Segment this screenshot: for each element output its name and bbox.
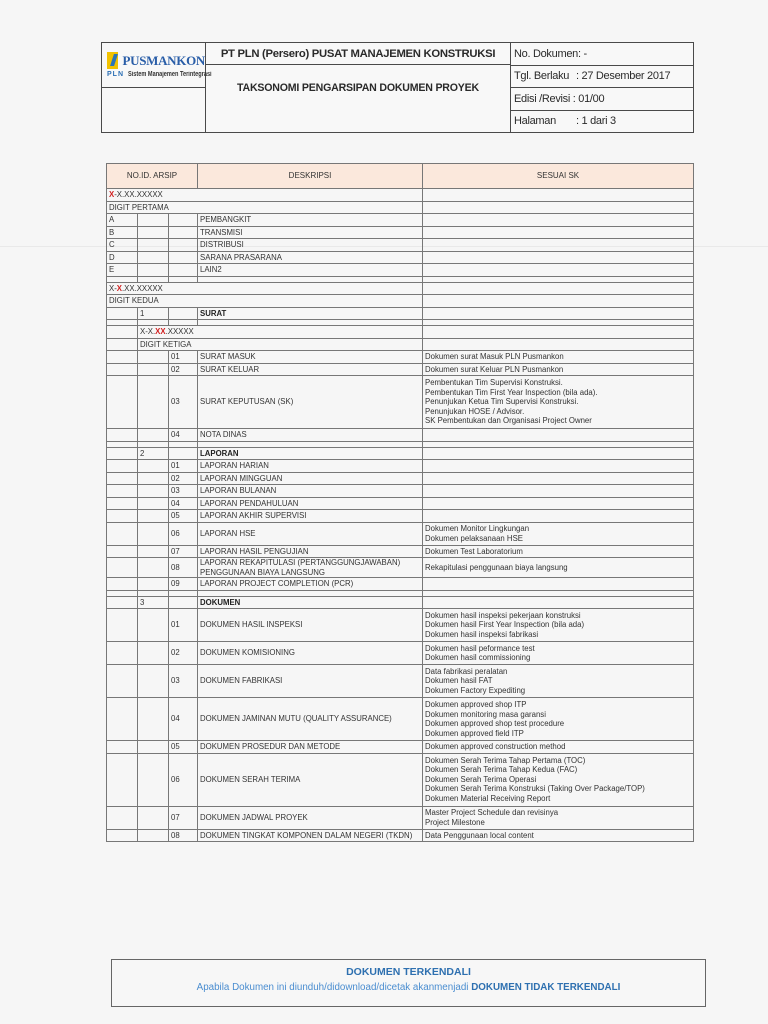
sk-line: Dokumen Serah Terima Tahap Kedua (FAC) [425,765,578,775]
sk-line: Dokumen hasil commissioning [425,653,531,662]
table-row [107,472,694,485]
code-digit-1 [107,307,138,320]
description-cell: SURAT MASUK [198,351,423,364]
code-digit-2 [138,642,169,665]
sk-line: Data Penggunaan local content [425,830,534,840]
sk-cell [423,282,694,295]
description-cell: DOKUMEN [198,596,423,609]
table-row [107,326,694,339]
description-cell: LAPORAN AKHIR SUPERVISI [198,510,423,523]
code-digit-2 [138,351,169,364]
code-digit-2 [138,753,169,806]
sk-line: Dokumen Monitor Lingkungan [425,524,530,533]
description-cell: DOKUMEN FABRIKASI [198,665,423,698]
table-row [107,226,694,239]
table-row [107,376,694,429]
logo-cell [102,43,212,132]
table-row [107,510,694,523]
description-cell: LAIN2 [198,264,423,277]
code-digit-3: 02 [169,363,198,376]
sk-cell [423,307,694,320]
sk-line: Pembentukan Tim First Year Inspection (bila ada). [425,387,598,397]
code-cell [107,189,423,202]
code-digit-1 [107,376,138,429]
table-row [107,497,694,510]
code-digit-1 [107,485,138,498]
sk-cell [423,741,694,754]
sk-line: Dokumen hasil FAT [425,676,493,686]
edisi-revisi: Edisi /Revisi : 01/00 [511,88,693,111]
sk-cell [423,472,694,485]
sk-line: Dokumen surat Masuk PLN Pusmankon [425,352,564,361]
code-digit-3 [169,239,198,252]
code-digit-3 [169,264,198,277]
table-row [107,485,694,498]
sk-cell [423,214,694,227]
halaman [511,111,693,133]
code-digit-1 [107,806,138,829]
code-digit-1 [107,363,138,376]
description-cell: LAPORAN BULANAN [198,485,423,498]
sk-line: Dokumen Serah Terima Tahap Pertama (TOC) [425,755,586,765]
sk-cell [423,326,694,339]
table-row [107,753,694,806]
document-header [101,42,694,133]
sk-line: Dokumen hasil inspeksi pekerjaan konstruksi [425,610,581,620]
sk-cell [423,363,694,376]
description-cell: TRANSMISI [198,226,423,239]
description-cell: SARANA PRASARANA [198,251,423,264]
description-cell: LAPORAN HASIL PENGUJIAN [198,545,423,558]
header-deskripsi: DESKRIPSI [198,164,423,189]
sk-cell [423,251,694,264]
code-digit-3: 06 [169,753,198,806]
code-digit-3 [169,596,198,609]
table-row [107,447,694,460]
table-row [107,460,694,473]
table-row [107,338,694,351]
sk-line: Master Project Schedule dan revisinya [425,808,559,817]
code-digit-2: 3 [138,596,169,609]
description-cell: LAPORAN MINGGUAN [198,472,423,485]
sk-line: Dokumen Factory Expediting [425,685,526,695]
sk-cell [423,642,694,665]
notice-note-bold: DOKUMEN TIDAK TERKENDALI [471,982,621,993]
code-digit-1 [107,510,138,523]
table-row [107,282,694,295]
code-digit-1 [107,609,138,642]
notice-note: Apabila Dokumen ini diunduh/didownload/dicetak akanmenjadi [196,982,469,993]
code-digit-2: 1 [138,307,169,320]
logo-slogan: Sistem Manajemen Terintegrasi [128,71,212,78]
code-digit-1 [107,447,138,460]
code-suffix: -X.XX.XXXXX [114,190,163,199]
code-digit-1: B [107,226,138,239]
code-digit-3: 08 [169,558,198,578]
table-row [107,214,694,227]
code-digit-2 [138,545,169,558]
table-row [107,189,694,202]
sk-cell [423,376,694,429]
table-row [107,698,694,741]
sk-cell [423,485,694,498]
code-highlight: X [116,283,122,293]
code-digit-3: 03 [169,485,198,498]
description-cell: SURAT KEPUTUSAN (SK) [198,376,423,429]
code-digit-3 [169,447,198,460]
tgl-berlaku-label: Tgl. Berlaku [514,70,570,83]
sk-cell [423,239,694,252]
code-highlight: X [109,190,115,199]
code-digit-2 [138,251,169,264]
sk-line: SK Pembentukan dan Organisasi Project Owner [425,416,592,426]
logo-pln: PLN [107,71,124,78]
code-digit-3: 06 [169,522,198,545]
code-highlight: XX [155,327,166,336]
description-cell: NOTA DINAS [198,429,423,442]
code-digit-1: C [107,239,138,252]
code-digit-2 [138,558,169,578]
sk-cell [423,497,694,510]
code-digit-3: 07 [169,545,198,558]
halaman-value: : 1 dari 3 [576,115,616,128]
code-digit-2 [138,522,169,545]
sk-cell [423,510,694,523]
table-row [107,578,694,591]
code-digit-3: 03 [169,665,198,698]
halaman-label: Halaman [514,115,556,128]
controlled-document-notice [111,959,706,1007]
indent-cell [107,326,138,339]
table-row [107,264,694,277]
code-digit-3: 01 [169,351,198,364]
code-digit-1: D [107,251,138,264]
code-digit-2 [138,376,169,429]
code-digit-2 [138,485,169,498]
lightning-logo-icon [107,52,118,69]
code-digit-1 [107,522,138,545]
sk-cell [423,596,694,609]
sk-cell [423,665,694,698]
code-digit-2 [138,806,169,829]
code-digit-3: 04 [169,497,198,510]
code-digit-1 [107,545,138,558]
code-digit-1 [107,753,138,806]
description-cell: DOKUMEN PROSEDUR DAN METODE [198,741,423,754]
table-row [107,239,694,252]
title-cell [206,43,511,132]
code-digit-1: E [107,264,138,277]
table-row [107,609,694,642]
code-digit-2 [138,510,169,523]
code-digit-2 [138,363,169,376]
sk-line: Dokumen approved construction method [425,742,566,751]
code-digit-3: 04 [169,429,198,442]
sk-cell [423,460,694,473]
code-suffix: .XXXXX [165,327,194,336]
code-digit-1 [107,642,138,665]
code-digit-3: 08 [169,829,198,842]
code-digit-3: 02 [169,472,198,485]
sk-line: Penunjukan HOSE / Advisor. [425,406,525,416]
code-digit-2 [138,226,169,239]
table-row [107,351,694,364]
sk-cell [423,295,694,308]
sk-line: Rekapitulasi penggunaan biaya langsung [425,562,568,572]
table-row [107,741,694,754]
code-digit-2 [138,665,169,698]
sk-line: Dokumen Serah Terima Konstruksi (Taking Over Package/TOP) [425,784,645,794]
table-row [107,545,694,558]
table-row [107,201,694,214]
sk-cell [423,201,694,214]
table-row [107,251,694,264]
code-digit-2 [138,214,169,227]
code-digit-3: 04 [169,698,198,741]
indent-cell [107,338,138,351]
table-row [107,307,694,320]
sk-line: Dokumen hasil peformance test [425,643,535,653]
description-cell: DOKUMEN TINGKAT KOMPONEN DALAM NEGERI (TKDN) [198,829,423,842]
document-title: TAKSONOMI PENGARSIPAN DOKUMEN PROYEK [237,81,479,94]
sk-line: Dokumen Serah Terima Operasi [425,774,537,784]
code-digit-1 [107,596,138,609]
code-digit-3 [169,214,198,227]
description-cell: LAPORAN [198,447,423,460]
sk-line: Penunjukan Ketua Tim Supervisi Konstruksi. [425,397,579,407]
header-no-id-arsip: NO.ID. ARSIP [107,164,198,189]
notice-text [112,982,705,993]
description-cell: SURAT [198,307,423,320]
description-cell: DISTRIBUSI [198,239,423,252]
code-cell [138,326,423,339]
sk-line: Dokumen hasil First Year Inspection (bila ada) [425,620,585,630]
company-logo [102,43,212,88]
code-digit-1 [107,578,138,591]
sk-cell [423,806,694,829]
table-body [107,189,694,842]
sk-line: Dokumen monitoring masa garansi [425,709,546,719]
table-row [107,806,694,829]
code-digit-3: 01 [169,460,198,473]
taxonomy-table [106,163,694,842]
code-digit-3 [169,251,198,264]
sk-line: Dokumen approved shop test procedure [425,719,565,728]
table-row [107,829,694,842]
sk-line: Pembentukan Tim Supervisi Konstruksi. [425,378,563,388]
header-sesuai-sk: SESUAI SK [423,164,694,189]
code-digit-1 [107,829,138,842]
sk-cell [423,609,694,642]
description-cell: LAPORAN HARIAN [198,460,423,473]
description-cell: DOKUMEN JADWAL PROYEK [198,806,423,829]
code-prefix: X- [109,283,117,293]
sk-cell [423,698,694,741]
sk-cell [423,338,694,351]
sk-line: Dokumen pelaksanaan HSE [425,533,523,543]
sk-cell [423,829,694,842]
code-digit-1 [107,558,138,578]
code-cell: DIGIT PERTAMA [107,201,423,214]
code-digit-1 [107,351,138,364]
code-cell: DIGIT KETIGA [138,338,423,351]
code-digit-2 [138,698,169,741]
sk-cell [423,578,694,591]
code-digit-3: 03 [169,376,198,429]
tgl-berlaku-value: : 27 Desember 2017 [576,70,671,83]
sk-line: Dokumen approved field ITP [425,728,524,738]
description-cell: LAPORAN PROJECT COMPLETION (PCR) [198,578,423,591]
code-digit-1 [107,497,138,510]
table-row [107,596,694,609]
code-digit-3 [169,307,198,320]
code-digit-2 [138,239,169,252]
table-row [107,295,694,308]
code-cell [107,282,423,295]
logo-brand: PUSMANKON [122,52,205,68]
code-digit-1 [107,741,138,754]
code-digit-3: 07 [169,806,198,829]
code-cell: DIGIT KEDUA [107,295,423,308]
description-cell: LAPORAN PENDAHULUAN [198,497,423,510]
sk-cell [423,351,694,364]
code-digit-1 [107,460,138,473]
sk-line: Data fabrikasi peralatan [425,666,508,676]
company-name: PT PLN (Persero) PUSAT MANAJEMEN KONSTRUKSI [206,43,510,65]
sk-line: Dokumen surat Keluar PLN Pusmankon [425,364,564,374]
table-header-row [107,164,694,189]
code-digit-1 [107,665,138,698]
code-digit-3: 01 [169,609,198,642]
code-digit-2 [138,429,169,442]
sk-cell [423,264,694,277]
table-row [107,558,694,578]
code-digit-2 [138,460,169,473]
code-digit-2 [138,741,169,754]
code-suffix: .XX.XXXXX [122,283,163,293]
sk-cell [423,447,694,460]
sk-cell [423,753,694,806]
table-row [107,642,694,665]
code-digit-2 [138,609,169,642]
sk-line: Dokumen Material Receiving Report [425,793,551,803]
description-cell: DOKUMEN HASIL INSPEKSI [198,609,423,642]
code-digit-2 [138,264,169,277]
code-digit-2 [138,472,169,485]
sk-cell [423,226,694,239]
sk-line: Dokumen Test Laboratorium [425,546,523,556]
sk-line: Dokumen hasil inspeksi fabrikasi [425,629,539,639]
code-digit-1 [107,429,138,442]
description-cell: LAPORAN HSE [198,522,423,545]
no-dokumen: No. Dokumen: - [511,43,693,66]
table-row [107,363,694,376]
code-digit-3 [169,226,198,239]
code-digit-1: A [107,214,138,227]
description-cell: DOKUMEN SERAH TERIMA [198,753,423,806]
code-digit-3: 05 [169,510,198,523]
document-meta [511,43,693,132]
sk-cell [423,429,694,442]
code-digit-2 [138,578,169,591]
sk-line: Project Milestone [425,817,485,827]
code-prefix: X-X. [140,327,156,336]
sk-cell [423,558,694,578]
code-digit-3: 09 [169,578,198,591]
code-digit-3: 05 [169,741,198,754]
code-digit-1 [107,698,138,741]
code-digit-2 [138,497,169,510]
sk-cell [423,545,694,558]
sk-cell [423,189,694,202]
code-digit-2: 2 [138,447,169,460]
notice-title: DOKUMEN TERKENDALI [346,966,471,978]
description-cell: DOKUMEN KOMISIONING [198,642,423,665]
description-cell: DOKUMEN JAMINAN MUTU (QUALITY ASSURANCE) [198,698,423,741]
code-digit-2 [138,829,169,842]
table-row [107,429,694,442]
description-cell: SURAT KELUAR [198,363,423,376]
sk-line: Dokumen approved shop ITP [425,700,527,709]
tgl-berlaku [511,66,693,89]
description-cell: PEMBANGKIT [198,214,423,227]
code-digit-3: 02 [169,642,198,665]
description-cell: LAPORAN REKAPITULASI (PERTANGGUNGJAWABAN) PENGGUNAAN BIAYA LANGSUNG [198,558,423,578]
code-digit-1 [107,472,138,485]
sk-cell [423,522,694,545]
table-row [107,665,694,698]
table-row [107,522,694,545]
